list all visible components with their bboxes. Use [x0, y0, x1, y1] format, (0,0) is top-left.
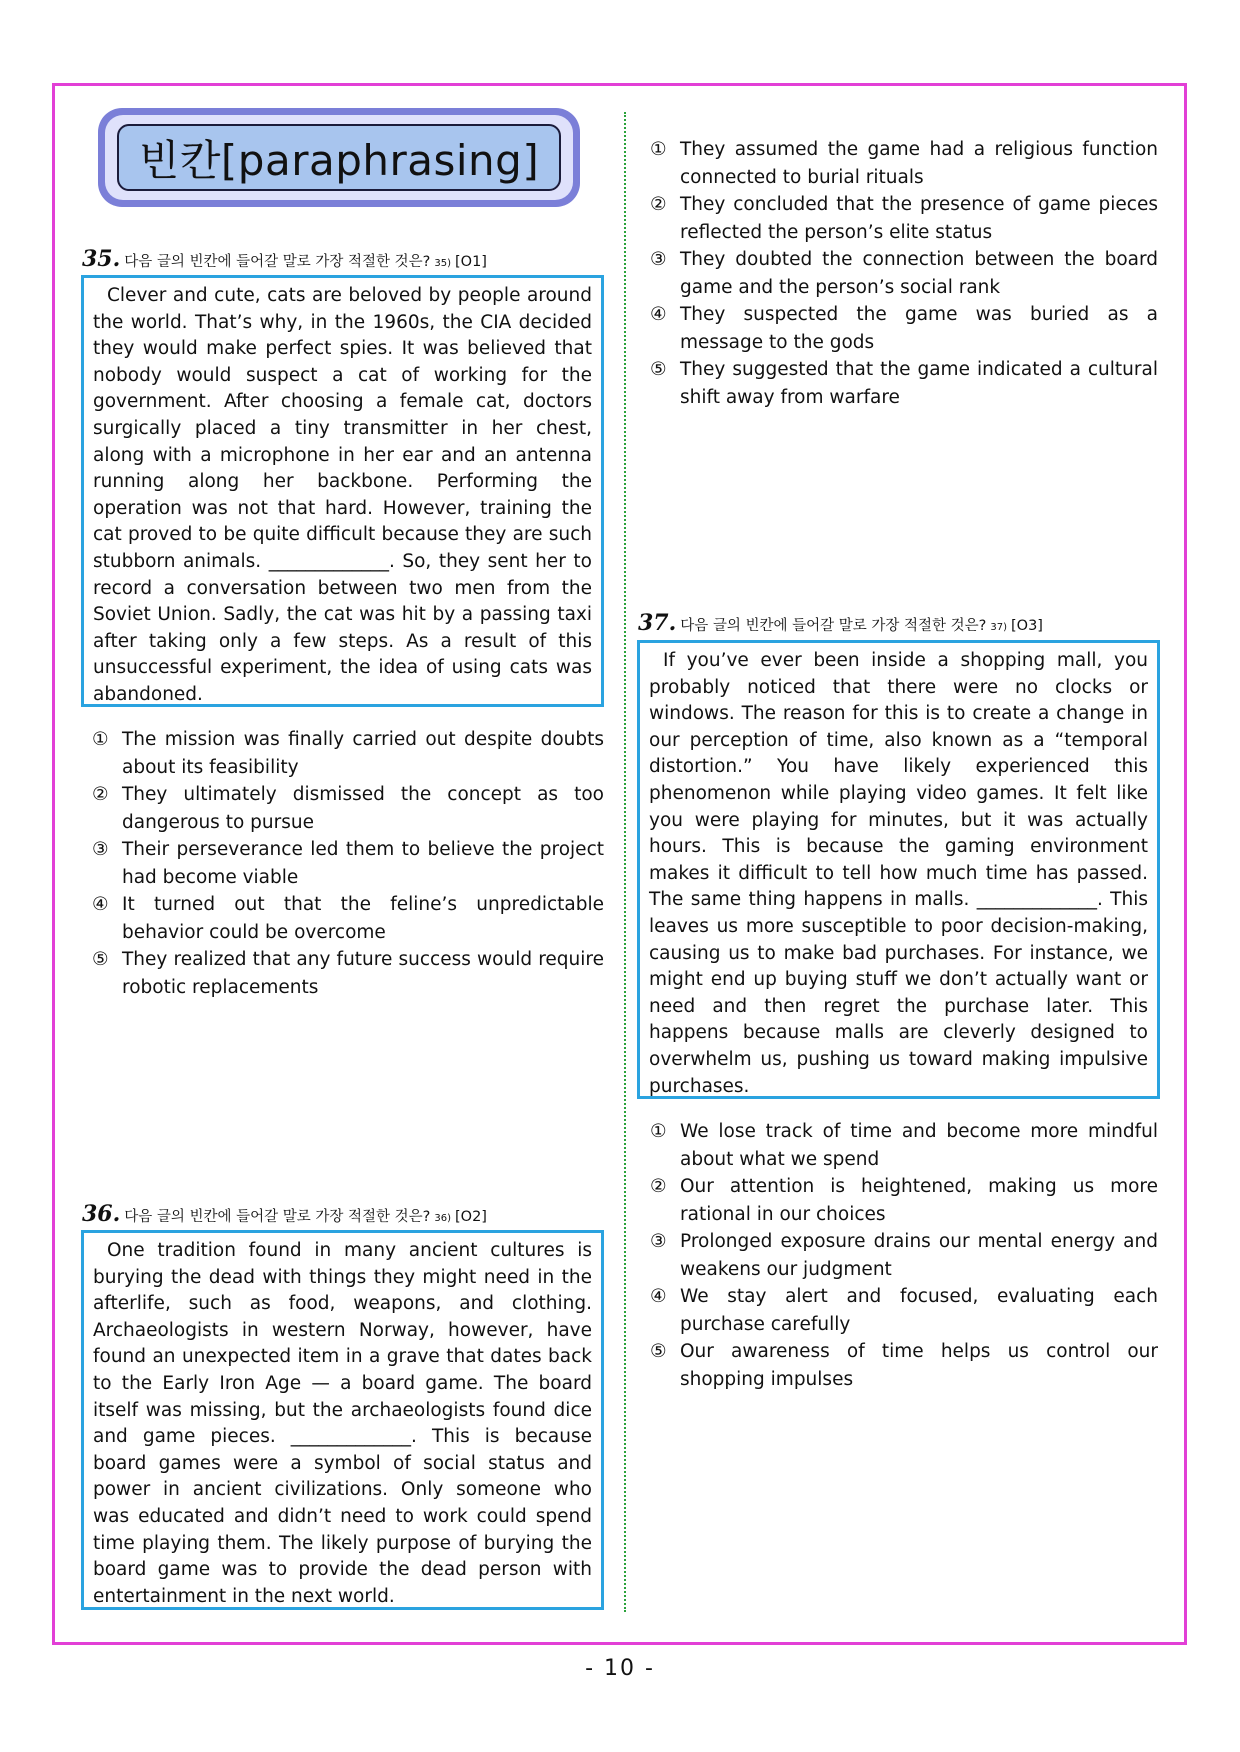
choice-mark: ① [92, 729, 109, 750]
choice-text: We lose track of time and become more mindful about what we spend [680, 1121, 1158, 1170]
choice-1[interactable] [650, 136, 1158, 191]
choice-mark: ⑤ [650, 359, 667, 380]
question-ref-code: [O2] [455, 1209, 487, 1225]
choice-text: Prolonged exposure drains our mental energy and weakens our judgment [680, 1231, 1158, 1280]
question-instruction: 다음 글의 빈칸에 들어갈 말로 가장 적절한 것은? [124, 1209, 431, 1225]
choice-mark: ④ [650, 304, 667, 325]
question-37-header [638, 610, 1043, 636]
passage-text: If you’ve ever been inside a shopping mall, you probably noticed that there were no clocks or windows. The reason for this is to create a change in our perception of time, also known as a “temporal distortion.” You have likely experienced this phenomenon while playing video games. It felt like you were playing for minutes, but it was actually hours. This is because the gaming environment makes it difficult to tell how much time has passed. The same thing happens in malls. _____________. This leaves us more susceptible to poor decision-making, causing us to make bad purchases. For instance, we might end up buying stuff we don’t actually want or need and then regret the purchase later. This happens because malls are cleverly designed to overwhelm us, pushing us toward making impulsive purchases. [649, 650, 1148, 1097]
choice-text: They suggested that the game indicated a cultural shift away from warfare [680, 359, 1158, 408]
passage-text: Clever and cute, cats are beloved by people around the world. That’s why, in the 1960s, the CIA decided they would make perfect spies. It was believed that nobody would suspect a cat of working for the government. After choosing a female cat, doctors surgically placed a tiny transmitter in her chest, along with a microphone in her ear and an antenna running along her backbone. Performing the operation was not that hard. However, training the cat proved to be quite difficult because they are such stubborn animals. _____________. So, they sent her to record a conversation between two men from the Soviet Union. Sadly, the cat was hit by a passing taxi after taking only a few steps. As a result of this unsuccessful experiment, the idea of using cats was abandoned. [93, 285, 592, 705]
choice-mark: ③ [92, 839, 109, 860]
question-ref-sup: 35) [434, 258, 452, 269]
choice-5[interactable] [650, 1338, 1158, 1393]
section-title-badge [98, 108, 580, 207]
question-36-passage [81, 1230, 604, 1610]
choice-text: They assumed the game had a religious function connected to burial rituals [680, 139, 1158, 188]
question-ref-sup: 37) [990, 622, 1008, 633]
choice-mark: ① [650, 1121, 667, 1142]
choice-mark: ① [650, 139, 667, 160]
choice-text: Their perseverance led them to believe the project had become viable [122, 839, 604, 888]
question-number: 37. [638, 610, 677, 636]
choice-text: They ultimately dismissed the concept as too dangerous to pursue [122, 784, 604, 833]
question-36-header [82, 1201, 487, 1227]
question-36-choices [650, 136, 1158, 411]
question-instruction: 다음 글의 빈칸에 들어갈 말로 가장 적절한 것은? [680, 618, 987, 634]
question-number: 35. [82, 246, 121, 272]
choice-1[interactable] [650, 1118, 1158, 1173]
choice-1[interactable] [92, 726, 604, 781]
choice-5[interactable] [650, 356, 1158, 411]
choice-text: They doubted the connection between the board game and the person’s social rank [680, 249, 1158, 298]
question-ref-sup: 36) [434, 1213, 452, 1224]
choice-2[interactable] [650, 1173, 1158, 1228]
choice-text: The mission was finally carried out despite doubts about its feasibility [122, 729, 604, 778]
page-number: - 10 - [585, 1656, 655, 1681]
choice-4[interactable] [92, 891, 604, 946]
question-number: 36. [82, 1201, 121, 1227]
choice-mark: ⑤ [650, 1341, 667, 1362]
choice-mark: ③ [650, 1231, 667, 1252]
choice-3[interactable] [92, 836, 604, 891]
passage-text: One tradition found in many ancient cultures is burying the dead with things they might need in the afterlife, such as food, weapons, and clothing. Archaeologists in western Norway, however, have found an unexpected item in a grave that dates back to the Early Iron Age — a board game. The board itself was missing, but the archaeologists found dice and game pieces. _____________. This is because board games were a symbol of social status and power in ancient civilizations. Only someone who was educated and didn’t need to work could spend time playing them. The likely purpose of burying the board game was to provide the dead person with entertainment in the next world. [93, 1240, 592, 1607]
question-35-passage [81, 275, 604, 707]
choice-3[interactable] [650, 1228, 1158, 1283]
question-instruction: 다음 글의 빈칸에 들어갈 말로 가장 적절한 것은? [124, 254, 431, 270]
choice-4[interactable] [650, 301, 1158, 356]
choice-mark: ② [650, 1176, 667, 1197]
question-ref-code: [O3] [1011, 618, 1043, 634]
question-37-choices [650, 1118, 1158, 1393]
choice-text: Our attention is heightened, making us more rational in our choices [680, 1176, 1158, 1225]
question-37-passage [637, 640, 1160, 1099]
choice-text: It turned out that the feline’s unpredictable behavior could be overcome [122, 894, 604, 943]
choice-mark: ② [650, 194, 667, 215]
question-ref-code: [O1] [455, 254, 487, 270]
choice-text: They suspected the game was buried as a message to the gods [680, 304, 1158, 353]
choice-3[interactable] [650, 246, 1158, 301]
choice-text: They realized that any future success would require robotic replacements [122, 949, 604, 998]
choice-2[interactable] [92, 781, 604, 836]
choice-mark: ⑤ [92, 949, 109, 970]
choice-mark: ③ [650, 249, 667, 270]
column-divider [624, 112, 626, 1612]
choice-2[interactable] [650, 191, 1158, 246]
choice-mark: ② [92, 784, 109, 805]
section-title: 빈칸[paraphrasing] [117, 124, 561, 191]
choice-mark: ④ [92, 894, 109, 915]
question-35-choices [92, 726, 604, 1001]
choice-5[interactable] [92, 946, 604, 1001]
choice-text: We stay alert and focused, evaluating each purchase carefully [680, 1286, 1158, 1335]
choice-text: Our awareness of time helps us control our shopping impulses [680, 1341, 1158, 1390]
choice-4[interactable] [650, 1283, 1158, 1338]
question-35-header [82, 246, 487, 272]
choice-text: They concluded that the presence of game pieces reflected the person’s elite status [680, 194, 1158, 243]
choice-mark: ④ [650, 1286, 667, 1307]
